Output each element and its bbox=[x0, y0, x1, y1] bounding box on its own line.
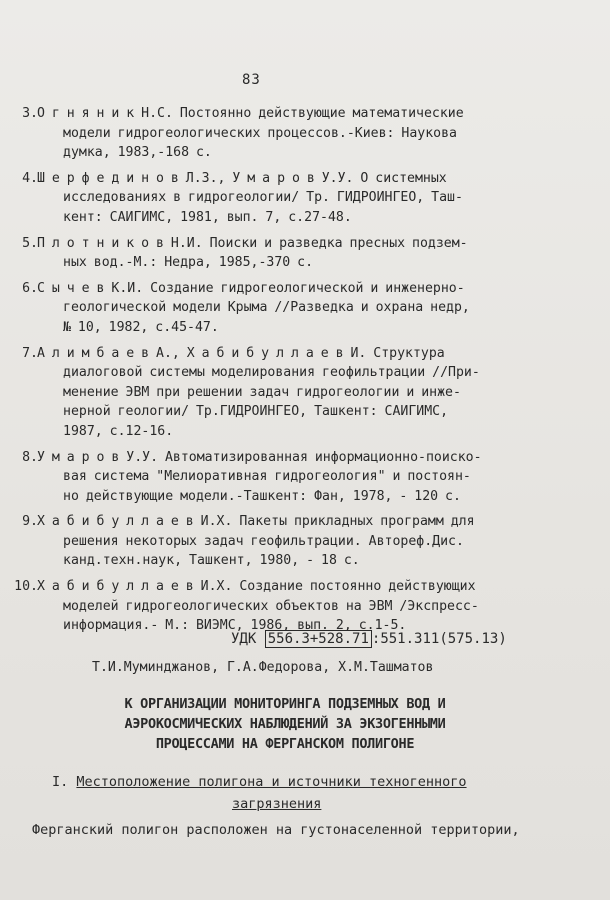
reference-item bbox=[0, 577, 513, 636]
reference-line: думка, 1983,-168 с. bbox=[63, 145, 212, 161]
page-number: 83 bbox=[242, 72, 261, 88]
reference-line: У м а р о в У.У. Автоматизированная информационно-поиско- bbox=[37, 449, 482, 465]
article-title bbox=[70, 694, 500, 754]
reference-line: канд.техн.наук, Ташкент, 1980, - 18 с. bbox=[63, 553, 360, 569]
reference-number: 5. bbox=[22, 235, 38, 251]
reference-item bbox=[0, 512, 513, 571]
title-line: К ОРГАНИЗАЦИИ МОНИТОРИНГА ПОДЗЕМНЫХ ВОД И bbox=[124, 696, 446, 712]
reference-item bbox=[0, 448, 513, 507]
reference-line: П л о т н и к о в Н.И. Поиски и разведка пресных подзем- bbox=[37, 235, 468, 251]
reference-line: ных вод.-М.: Недра, 1985,-370 с. bbox=[63, 255, 314, 271]
udc-bracketed: 556.3+528.71 bbox=[265, 630, 372, 648]
reference-line: диалоговой системы моделирования геофильтрации //При- bbox=[63, 365, 480, 381]
section-title-line1: Местоположение полигона и источники техногенного bbox=[76, 774, 467, 790]
reference-line: Х а б и б у л л а е в И.Х. Пакеты прикладных программ для bbox=[37, 514, 475, 530]
reference-line: геологической модели Крыма //Разведка и охрана недр, bbox=[63, 300, 470, 316]
reference-line: нерной геологии/ Тр.ГИДРОИНГЕО, Ташкент: САИГИМС, bbox=[63, 404, 449, 420]
reference-line: Х а б и б у л л а е в И.Х. Создание постоянно действующих bbox=[37, 579, 476, 595]
reference-line: № 10, 1982, с.45-47. bbox=[63, 319, 219, 335]
udc-rest: :551.311(575.13) bbox=[371, 631, 507, 647]
reference-line: 1987, с.12-16. bbox=[63, 423, 174, 439]
title-line: АЭРОКОСМИЧЕСКИХ НАБЛЮДЕНИЙ ЗА ЭКЗОГЕННЫМИ bbox=[124, 716, 446, 732]
reference-line: исследованиях в гидрогеологии/ Тр. ГИДРОИНГЕО, Таш- bbox=[63, 190, 463, 206]
reference-line: кент: САИГИМС, 1981, вып. 7, с.27-48. bbox=[63, 209, 352, 225]
reference-line: информация.- М.: ВИЭМС, 1986, вып. 2, с.1-5. bbox=[63, 618, 407, 634]
section-title-line2: загрязнения bbox=[232, 796, 322, 812]
reference-list bbox=[0, 104, 600, 642]
section-heading bbox=[52, 771, 467, 815]
body-paragraph: Ферганский полигон расположен на густонаселенной территории, bbox=[32, 822, 520, 838]
reference-number: 8. bbox=[22, 449, 38, 465]
reference-item bbox=[0, 104, 513, 163]
reference-item bbox=[0, 234, 513, 273]
reference-number: 7. bbox=[22, 345, 38, 361]
reference-line: А л и м б а е в А., Х а б и б у л л а е в И. Структура bbox=[37, 345, 445, 361]
reference-line: С ы ч е в К.И. Создание гидрогеологической и инженерно- bbox=[37, 280, 465, 296]
section-number: I. bbox=[52, 774, 69, 790]
reference-line: моделей гидрогеологических объектов на ЭВМ /Экспресс- bbox=[63, 598, 479, 614]
reference-item bbox=[0, 169, 513, 228]
reference-number: 6. bbox=[22, 280, 38, 296]
udc-code bbox=[231, 630, 507, 648]
reference-number: 10. bbox=[14, 579, 38, 595]
reference-item bbox=[0, 344, 513, 442]
article-authors: Т.И.Муминджанов, Г.А.Федорова, Х.М.Ташматов bbox=[92, 660, 434, 675]
reference-line: решения некоторых задач геофильтрации. Автореф.Дис. bbox=[63, 533, 464, 549]
title-line: ПРОЦЕССАМИ НА ФЕРГАНСКОМ ПОЛИГОНЕ bbox=[155, 736, 415, 752]
reference-line: модели гидрогеологических процессов.-Киев: Наукова bbox=[63, 125, 457, 141]
udc-prefix: УДК bbox=[231, 631, 257, 647]
reference-line: Ш е р ф е д и н о в Л.З., У м а р о в У.У. О системных bbox=[37, 170, 447, 186]
reference-item bbox=[0, 279, 513, 338]
reference-line: вая система "Мелиоративная гидрогеология" и постоян- bbox=[63, 469, 471, 485]
reference-line: но действующие модели.-Ташкент: Фан, 1978, - 120 с. bbox=[63, 488, 461, 504]
reference-line: менение ЭВМ при решении задач гидрогеологии и инже- bbox=[63, 384, 461, 400]
reference-number: 4. bbox=[22, 170, 38, 186]
reference-number: 9. bbox=[22, 514, 38, 530]
reference-number: 3. bbox=[22, 106, 38, 121]
reference-line: О г н я н и к Н.С. Постоянно действующие математические bbox=[37, 106, 464, 121]
